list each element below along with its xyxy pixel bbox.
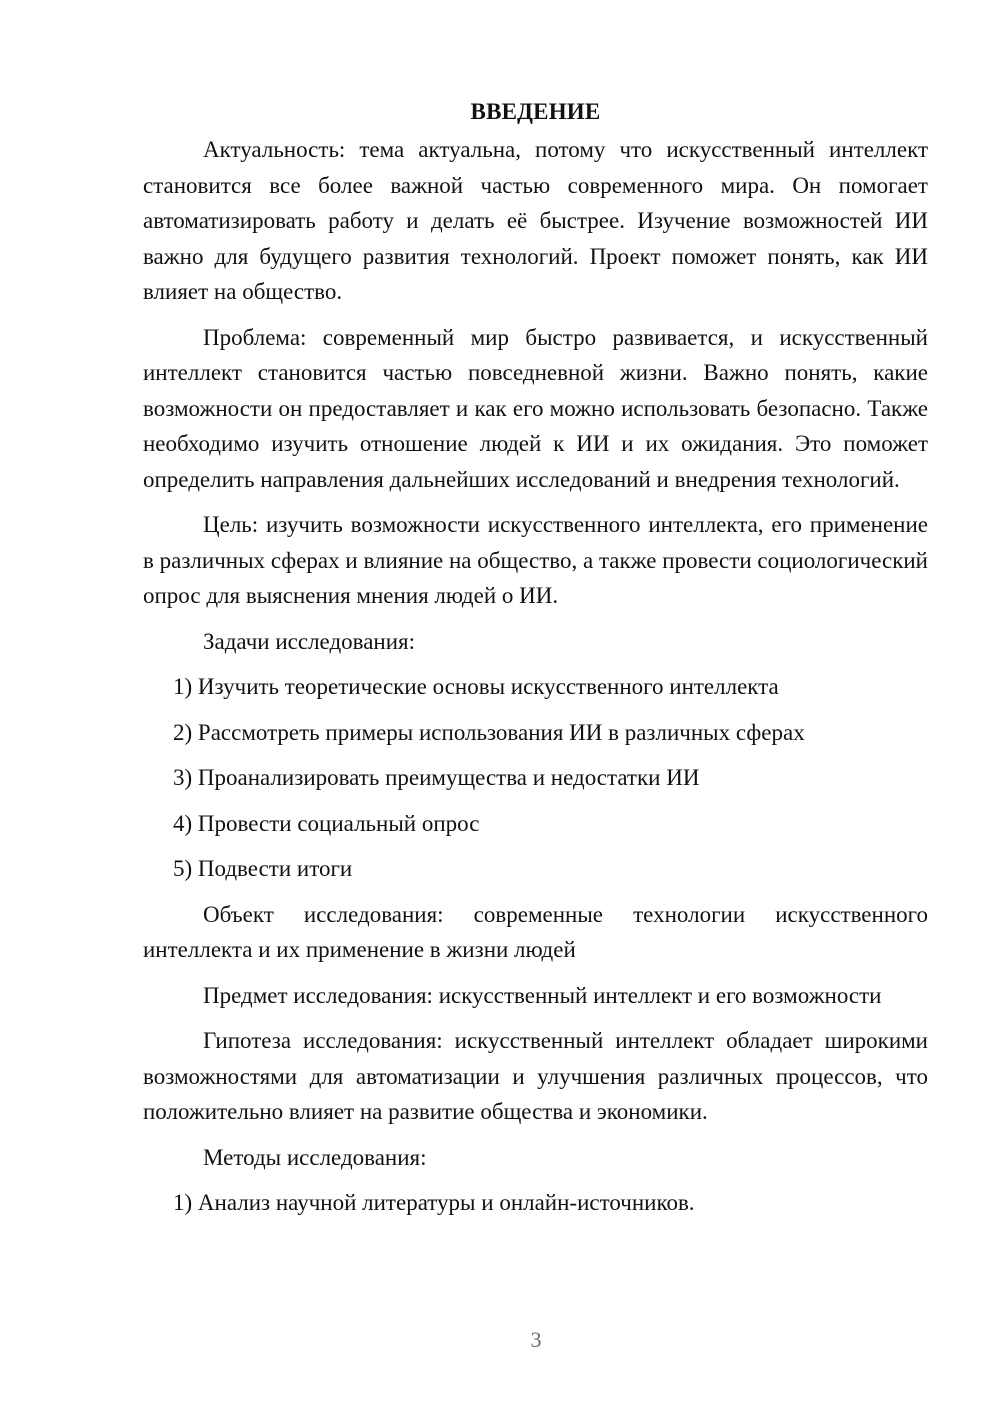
task-item: 2) Рассмотреть примеры использования ИИ в различных сферах — [173, 719, 805, 745]
task-item: 5) Подвести итоги — [173, 856, 353, 881]
page-content — [143, 94, 928, 1231]
hypothesis-paragraph: Гипотеза исследования: искусственный интеллект обладает широкими возможностями для автоматизации и улучшения различных процессов, что положительно влияет на развитие общества и экономики. — [143, 1028, 928, 1124]
object-paragraph: Объект исследования: современные технологии искусственного интеллекта и их применение в жизни людей — [143, 901, 928, 962]
tasks-heading: Задачи исследования: — [203, 628, 416, 654]
page-title: ВВЕДЕНИЕ — [470, 99, 601, 124]
methods-list — [143, 1185, 928, 1221]
task-item: 1) Изучить теоретические основы искусственного интеллекта — [173, 674, 779, 699]
tasks-list — [143, 669, 928, 887]
methods-heading: Методы исследования: — [203, 1144, 427, 1170]
task-item: 3) Проанализировать преимущества и недостатки ИИ — [173, 765, 700, 790]
relevance-paragraph: Актуальность: тема актуальна, потому что искусственный интеллект становится все более важной частью современного мира. Он помогает автоматизировать работу и делать её быстрее. Изучение возможностей ИИ важно для будущего развития технологий. Проект поможет понять, как ИИ влияет на общество. — [143, 137, 928, 304]
subject-paragraph: Предмет исследования: искусственный интеллект и его возможности — [203, 982, 882, 1008]
page-number: 3 — [530, 1327, 542, 1352]
method-item: 1) Анализ научной литературы и онлайн-источников. — [173, 1190, 695, 1215]
task-item: 4) Провести социальный опрос — [173, 810, 480, 836]
goal-paragraph: Цель: изучить возможности искусственного интеллекта, его применение в различных сферах и влияние на общество, а также провести социологический опрос для выяснения мнения людей о ИИ. — [143, 512, 928, 608]
problem-paragraph: Проблема: современный мир быстро развивается, и искусственный интеллект становится частью повседневной жизни. Важно понять, какие возможности он предоставляет и как его можно использовать безопасно. Также необходимо изучить отношение людей к ИИ и их ожидания. Это поможет определить направления дальнейших исследований и внедрения технологий. — [143, 324, 928, 492]
